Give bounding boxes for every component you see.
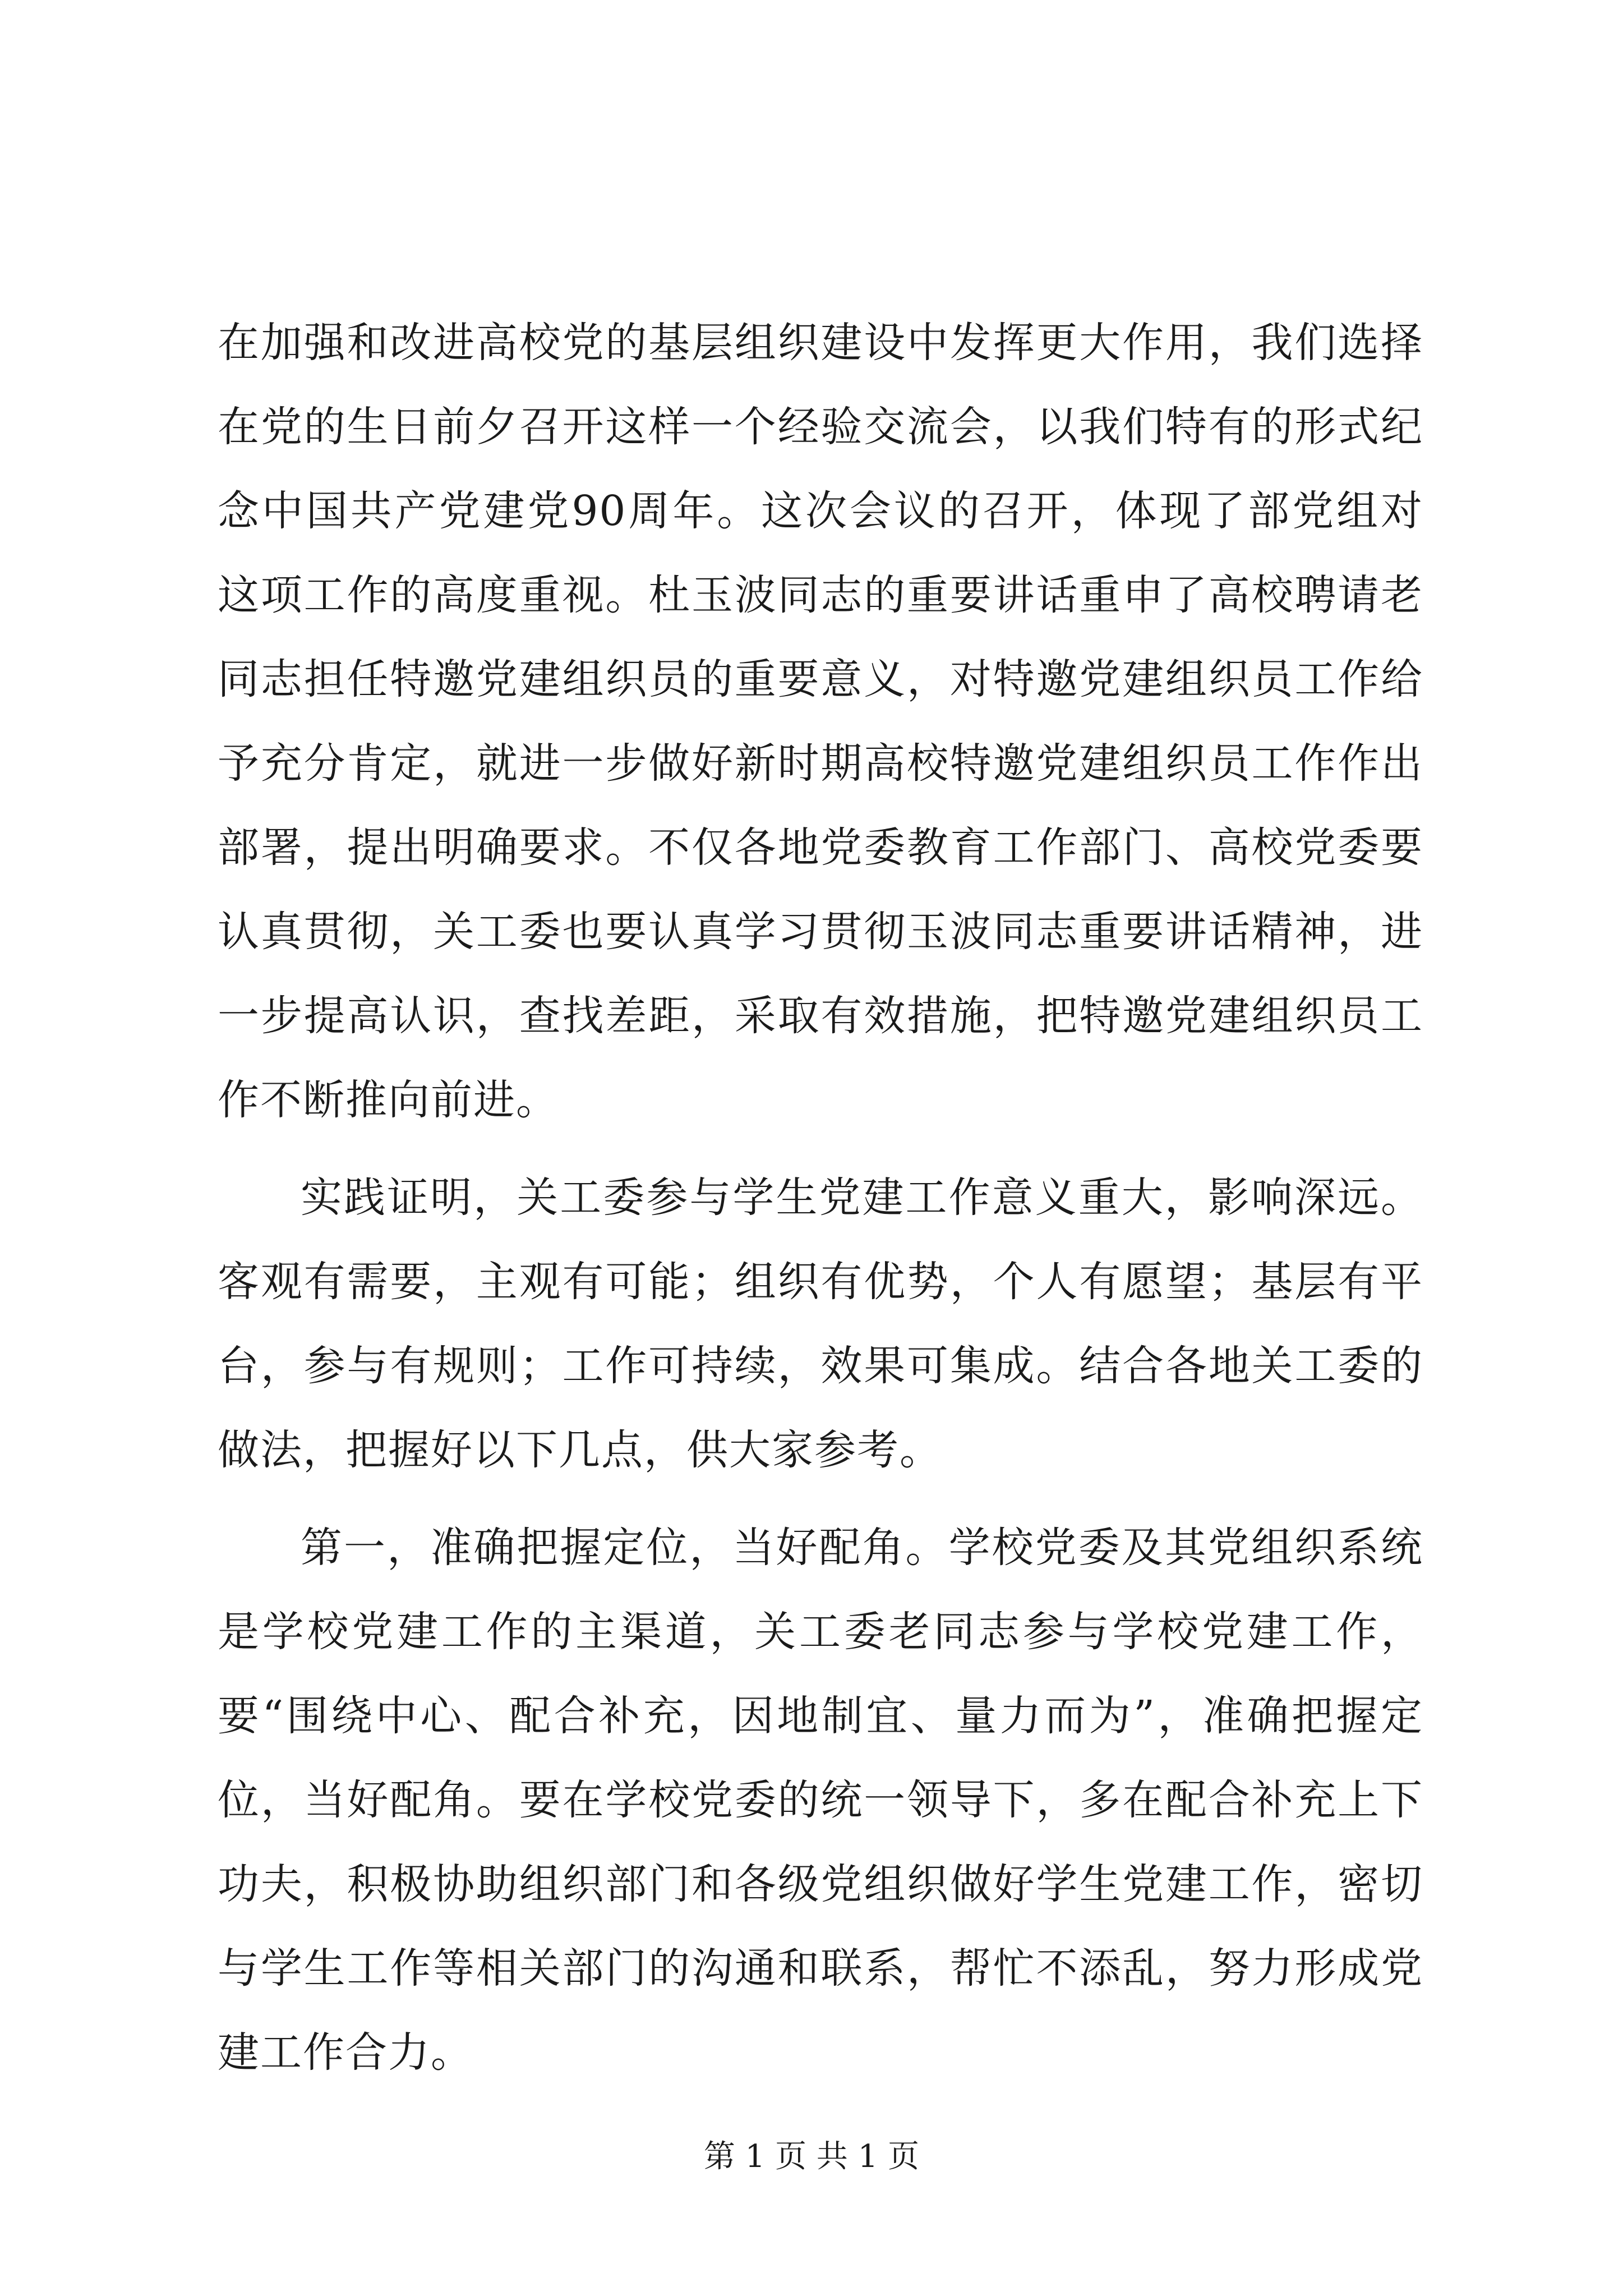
document-body <box>218 301 1423 2108</box>
paragraph-3: 第一，准确把握定位，当好配角。学校党委及其党组织系统是学校党建工作的主渠道，关工委老同志参与学校党建工作，要“围绕中心、配合补充，因地制宜、量力而为”，准确把握定位，当好配角。要在学校党委的统一领导下，多在配合补充上下功夫，积极协助组织部门和各级党组织做好学生党建工作，密切与学生工作等相关部门的沟通和联系，帮忙不添乱，努力形成党建工作合力。 <box>218 1524 1423 2077</box>
paragraph-2: 实践证明，关工委参与学生党建工作意义重大，影响深远。客观有需要，主观有可能；组织有优势，个人有愿望；基层有平台，参与有规则；工作可持续，效果可集成。结合各地关工委的做法，把握好以下几点，供大家参考。 <box>218 1174 1423 1474</box>
paragraph-1: 在加强和改进高校党的基层组织建设中发挥更大作用，我们选择在党的生日前夕召开这样一个经验交流会，以我们特有的形式纪念中国共产党建党90周年。这次会议的召开，体现了部党组对这项工作的高度重视。杜玉波同志的重要讲话重申了高校聘请老同志担任特邀党建组织员的重要意义，对特邀党建组织员工作给予充分肯定，就进一步做好新时期高校特邀党建组织员工作作出部署，提出明确要求。不仅各地党委教育工作部门、高校党委要认真贯彻，关工委也要认真学习贯彻玉波同志重要讲话精神，进一步提高认识，查找差距，采取有效措施，把特邀党建组织员工作不断推向前进。 <box>218 319 1423 1124</box>
page-number-footer: 第 1 页 共 1 页 <box>703 2138 920 2175</box>
